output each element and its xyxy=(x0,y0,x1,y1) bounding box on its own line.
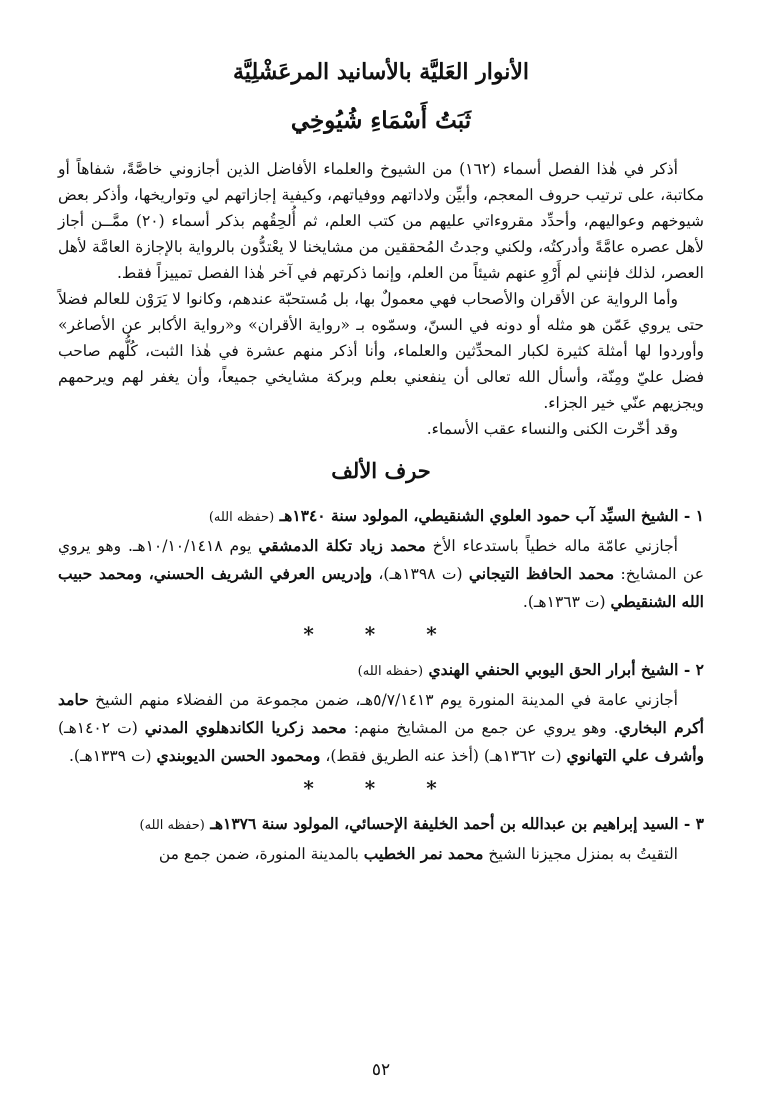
entry-body xyxy=(58,532,704,616)
scholar-name: وأشرف علي التهانوي xyxy=(566,746,704,765)
scholar-name: ومحمود الحسن الديوبندي xyxy=(156,746,321,765)
entry-body xyxy=(58,840,704,868)
scholar-name: محمد زكريا الكاندهلوي المدني xyxy=(144,718,347,737)
body-text: بالمدينة المنورة، ضمن جمع من xyxy=(158,845,364,863)
scholar-name: وإدريس العرفي الشريف الحسني، ومحمد حبيب الله الشنقيطي xyxy=(58,564,704,611)
body-text: (ت ١٣٣٩هـ). xyxy=(69,747,157,765)
body-text: (ت ١٣٦٣هـ). xyxy=(522,593,611,611)
separator: * * * xyxy=(303,622,459,646)
body-text: (ت ١٤٠٢هـ) xyxy=(58,719,145,737)
entry xyxy=(58,502,704,616)
intro-paragraph: وقد أخّرت الكنى والنساء عقب الأسماء. xyxy=(426,420,678,438)
entry xyxy=(58,810,704,868)
intro-paragraph: وأما الرواية عن الأقران والأصحاب فهي معمولٌ بها، بل مُستحبّة عندهم، وكانوا لا يَرَوْن للعالم فضلاً حتى يروي عَمّن هو مثله أو دونه في السنّ، وسمّوه بـ «رواية الأقران» و«رواية الأكابر عن الأصاغر» وأوردوا لها أمثلة كثيرة لكبار المحدِّثين والعلماء، وأنا أذكر منهم عشرة في هٰذا الثبت، كُلُّهم صاحب فضل عليّ ومِنّة، وأسأل الله تعالى أن ينفعني بعلم وبركة مشايخي جميعاً، وأن يغفر لهم ويرحمهم ويجزيهم عنّي خير الجزاء. xyxy=(58,290,704,412)
scholar-name: حامد أكرم البخاري xyxy=(58,690,704,737)
entry-gloss: (حفظه الله) xyxy=(139,818,205,833)
entry-title: ٣ - السيد إبراهيم بن عبدالله بن أحمد الخليفة الإحسائي، المولود سنة ١٣٧٦هـ xyxy=(210,814,704,833)
page-number: ٥٢ xyxy=(371,1060,391,1080)
intro-paragraph: أذكر في هٰذا الفصل أسماء (١٦٢) من الشيوخ والعلماء الأفاضل الذين أجازوني خاصَّةً، شفاهاً أو مكاتبة، على ترتيب حروف المعجم، وأبيِّن ولاداتهم ووفياتهم، وكيفية إجازاتهم لي وتواريخها، وأذكر بعض شيوخهم وعواليهم، وأحدِّد مقروءاتي عليهم من كتب العلم، ثم أُلحِقُهم بذكر أسماء (٢٠) ممَّــن أجاز لأهل عصره عامَّةً وأدركتُه، ولكني وجدتُ المُحققين من مشايخنا لا يعْتدُّون بالرواية بالإجازة العامَّة لأهل العصر، لذلك فإنني لم أَرْوِ عنهم شيئاً من العلم، وإنما ذكرتهم في آخر هٰذا الفصل تمييزاً فقط. xyxy=(58,160,704,282)
book-title: الأنوار العَليَّة بالأسانيد المرعَشْلِيَّة xyxy=(233,59,529,85)
body-text: أجازني عامّة ماله خطياً باستدعاء الأخ xyxy=(425,537,678,555)
entry-heading xyxy=(58,656,704,686)
page-body xyxy=(58,58,704,868)
scholar-name: محمد زياد تكلة الدمشقي xyxy=(258,536,426,555)
section-title: ثَبَتُ أَسْمَاءِ شُيُوخِي xyxy=(290,107,472,134)
scholar-name: محمد الحافظ التيجاني xyxy=(468,564,615,583)
entry-body xyxy=(58,686,704,770)
body-text: يوم ١٠/١٠/١٤١٨هـ. وهو يروي عن المشايخ: xyxy=(58,537,705,583)
entry-title: ٢ - الشيخ أبرار الحق اليوبي الحنفي الهندي xyxy=(428,660,704,679)
entry-gloss: (حفظه الله) xyxy=(208,510,275,525)
intro xyxy=(58,156,704,442)
entry-gloss: (حفظه الله) xyxy=(357,664,424,679)
body-text: التقيتُ به بمنزل مجيزنا الشيخ xyxy=(483,845,678,863)
scholar-name: محمد نمر الخطيب xyxy=(363,844,484,863)
entry-heading xyxy=(58,810,704,840)
entry xyxy=(58,656,704,770)
entry-title: ١ - الشيخ السيِّد آب حمود العلوي الشنقيطي، المولود سنة ١٣٤٠هـ xyxy=(279,506,704,525)
letter-heading: حرف الألف xyxy=(331,458,431,483)
separator: * * * xyxy=(303,776,459,800)
body-text: (ت ١٣٦٢هـ) (أخذ عنه الطريق فقط)، xyxy=(320,747,567,765)
body-text: . وهو يروي عن جمع من المشايخ منهم: xyxy=(346,719,619,737)
body-text: (ت ١٣٩٨هـ)، xyxy=(372,565,469,583)
entry-heading xyxy=(58,502,704,532)
body-text: أجازني عامة في المدينة المنورة يوم ٥/٧/١٤١٣هـ، ضمن مجموعة من الفضلاء منهم الشيخ xyxy=(88,691,678,709)
